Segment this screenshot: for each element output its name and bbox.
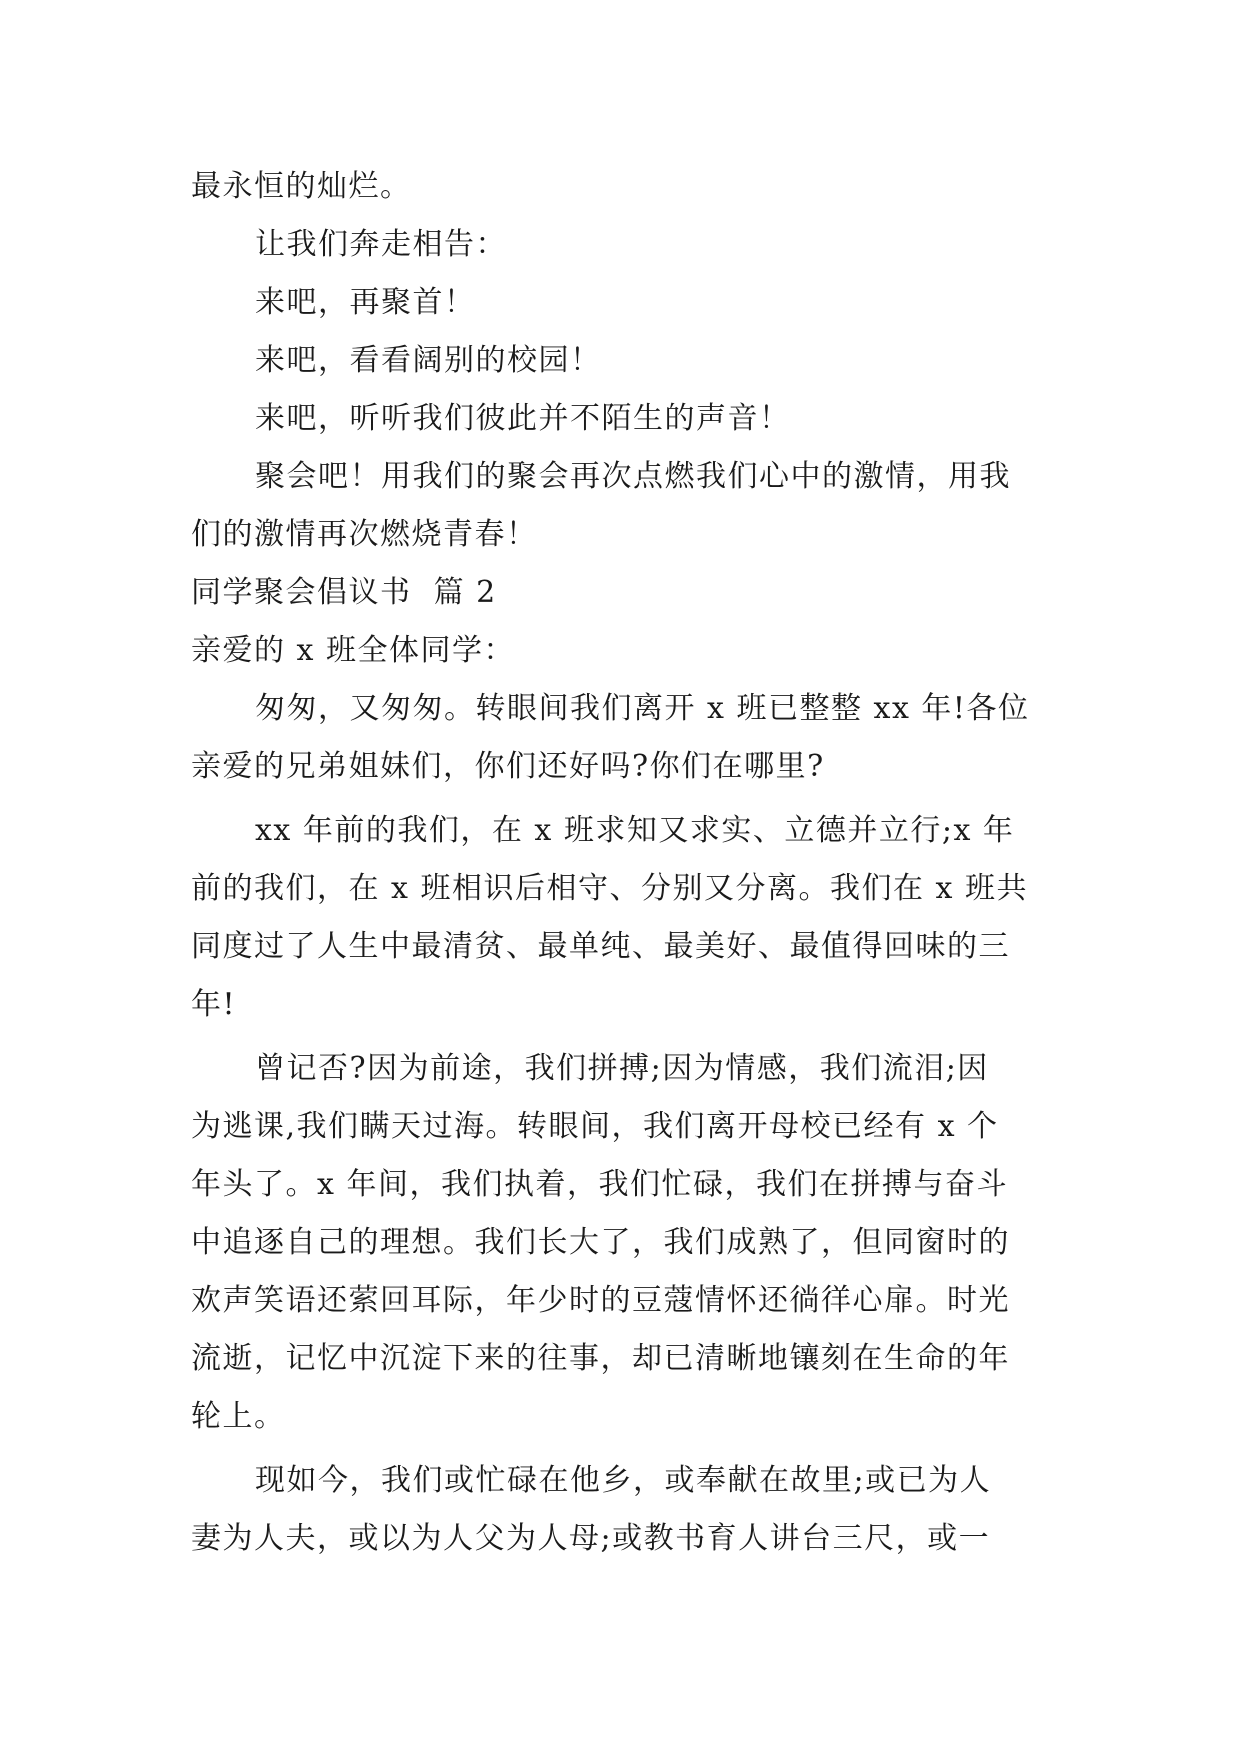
text-line: xx 年前的我们，在 x 班求知又求实、立德并立行;x 年	[255, 813, 1015, 848]
text-line: 同度过了人生中最清贫、最单纯、最美好、最值得回味的三	[191, 929, 1010, 964]
salutation: 亲爱的 x 班全体同学：	[191, 633, 515, 668]
text-line: 轮上。	[191, 1399, 286, 1434]
text-line: 来吧，再聚首！	[255, 285, 476, 320]
text-line: 聚会吧！用我们的聚会再次点燃我们心中的激情，用我	[255, 459, 1011, 494]
text-line: 年!	[191, 987, 237, 1022]
section-heading: 同学聚会倡议书 篇 2	[191, 575, 497, 610]
text-line: 亲爱的兄弟姐妹们，你们还好吗?你们在哪里?	[191, 749, 825, 784]
text-line: 现如今，我们或忙碌在他乡，或奉献在故里;或已为人	[255, 1463, 992, 1498]
text-line: 前的我们，在 x 班相识后相守、分别又分离。我们在 x 班共	[191, 871, 1028, 906]
text-line: 最永恒的灿烂。	[191, 169, 412, 204]
text-line: 来吧，看看阔别的校园！	[255, 343, 602, 378]
text-line: 年头了。x 年间，我们执着，我们忙碌，我们在拼搏与奋斗	[191, 1167, 1008, 1202]
text-line: 妻为人夫，或以为人父为人母;或教书育人讲台三尺，或一	[191, 1521, 991, 1556]
document-page	[191, 158, 1053, 1568]
text-line: 为逃课,我们瞒天过海。转眼间，我们离开母校已经有 x 个	[191, 1109, 999, 1144]
text-line: 欢声笑语还萦回耳际，年少时的豆蔻情怀还徜徉心扉。时光	[191, 1283, 1010, 1318]
text-line: 们的激情再次燃烧青春！	[191, 517, 538, 552]
text-line: 匆匆，又匆匆。转眼间我们离开 x 班已整整 xx 年!各位	[255, 691, 1030, 726]
text-line: 流逝，记忆中沉淀下来的往事，却已清晰地镶刻在生命的年	[191, 1341, 1010, 1376]
text-line: 让我们奔走相告：	[255, 227, 507, 262]
text-line: 曾记否?因为前途，我们拼搏;因为情感，我们流泪;因	[255, 1051, 989, 1086]
text-line: 来吧，听听我们彼此并不陌生的声音！	[255, 401, 791, 436]
text-line: 中追逐自己的理想。我们长大了，我们成熟了，但同窗时的	[191, 1225, 1010, 1260]
